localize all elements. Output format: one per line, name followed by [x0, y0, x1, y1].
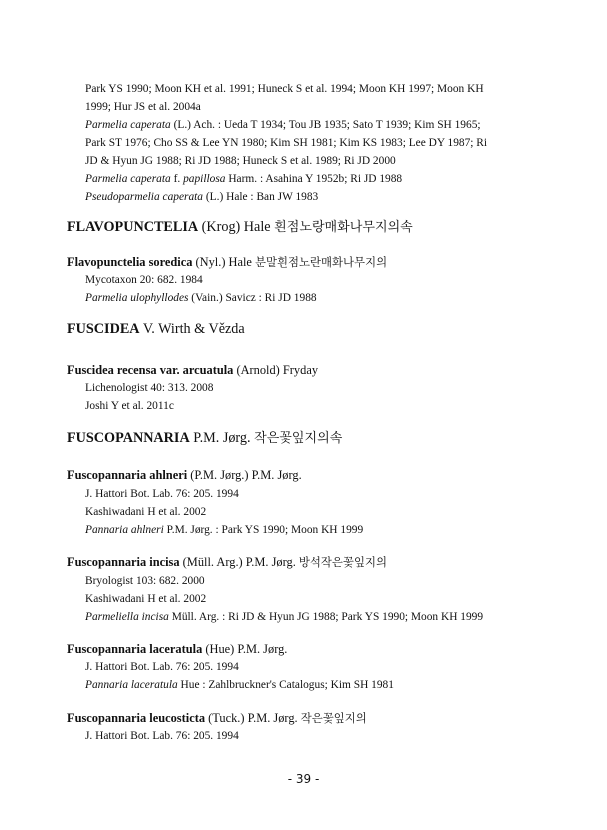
- text-segment: J. Hattori Bot. Lab. 76: 205. 1994: [85, 488, 239, 500]
- taxon-name: FLAVOPUNCTELIA: [67, 219, 199, 235]
- reference-line: [85, 590, 537, 608]
- korean-name: 작은꽃잎지의속: [254, 431, 343, 446]
- text-segment: f.: [170, 173, 184, 185]
- page-number: - 39 -: [287, 772, 320, 786]
- text-segment: [67, 555, 180, 569]
- genus-heading: [67, 428, 547, 449]
- text-segment: (Arnold) Fryday: [233, 363, 319, 377]
- taxon-name: FUSCIDEA: [67, 321, 140, 337]
- reference-line: [85, 658, 537, 676]
- reference-line: [85, 676, 537, 694]
- reference-line: [85, 608, 537, 626]
- text-segment: [67, 363, 233, 377]
- text-segment: Harm. : Asahina Y 1952b; Ri JD 1988: [225, 173, 403, 185]
- text-segment: [67, 255, 192, 269]
- korean-name: 작은꽃잎지의: [300, 711, 367, 725]
- reference-line: [85, 134, 537, 152]
- reference-line: [85, 152, 537, 170]
- synonym-name: Parmeliella incisa: [85, 611, 169, 623]
- taxon-name: Fuscopannaria incisa: [67, 555, 180, 569]
- taxon-name: Flavopunctelia soredica: [67, 255, 193, 269]
- taxon-name: Fuscopannaria laceratula: [67, 642, 203, 656]
- text-segment: Kashiwadani H et al. 2002: [85, 506, 207, 518]
- text-segment: [67, 219, 198, 235]
- text-segment: [67, 430, 190, 446]
- reference-line: [85, 503, 537, 521]
- korean-name: 분말흰점노란매화나무지의: [255, 255, 388, 269]
- reference-line: [85, 271, 537, 289]
- text-segment: [67, 711, 205, 725]
- reference-line: [85, 289, 537, 307]
- text-segment: Mycotaxon 20: 682. 1984: [85, 274, 203, 286]
- genus-heading: [67, 217, 547, 238]
- reference-line: [85, 521, 537, 539]
- synonym-name: Parmelia caperata: [85, 173, 171, 185]
- species-heading: [67, 640, 547, 658]
- text-segment: Park ST 1976; Cho SS & Lee YN 1980; Kim SH 1981; Kim KS 1983; Lee DY 1987; Ri: [85, 137, 488, 149]
- synonym-name: Pannaria laceratula: [85, 679, 178, 691]
- text-segment: J. Hattori Bot. Lab. 76: 205. 1994: [85, 661, 239, 673]
- korean-name: 흰점노랑매화나무지의속: [274, 220, 413, 235]
- text-segment: Lichenologist 40: 313. 2008: [85, 382, 214, 394]
- text-segment: P.M. Jørg.: [189, 430, 255, 446]
- text-segment: P.M. Jørg. : Park YS 1990; Moon KH 1999: [163, 524, 364, 536]
- text-segment: (P.M. Jørg.) P.M. Jørg.: [187, 468, 302, 482]
- taxon-name: Fuscidea recensa var. arcuatula: [67, 363, 234, 377]
- text-segment: Joshi Y et al. 2011c: [85, 400, 174, 412]
- reference-line: [85, 727, 537, 745]
- text-segment: (L.) Ach. : Ueda T 1934; Tou JB 1935; Sato T 1939; Kim SH 1965;: [170, 119, 481, 131]
- text-segment: Kashiwadani H et al. 2002: [85, 593, 207, 605]
- species-heading: [67, 553, 547, 571]
- reference-line: [85, 188, 537, 206]
- reference-line: [85, 80, 537, 98]
- text-segment: (Vain.) Savicz : Ri JD 1988: [188, 292, 317, 304]
- text-segment: JD & Hyun JG 1988; Ri JD 1988; Huneck S et al. 1989; Ri JD 2000: [85, 155, 396, 167]
- text-segment: J. Hattori Bot. Lab. 76: 205. 1994: [85, 730, 239, 742]
- text-segment: (L.) Hale : Ban JW 1983: [203, 191, 319, 203]
- reference-line: [85, 485, 537, 503]
- species-heading: [67, 466, 547, 484]
- text-segment: [67, 642, 202, 656]
- synonym-name: Pannaria ahlneri: [85, 524, 164, 536]
- text-segment: 1999; Hur JS et al. 2004a: [85, 101, 201, 113]
- taxon-name: Fuscopannaria leucosticta: [67, 711, 206, 725]
- synonym-name: Pseudoparmelia caperata: [85, 191, 203, 203]
- text-segment: (Hue) P.M. Jørg.: [202, 642, 288, 656]
- species-heading: [67, 709, 547, 727]
- korean-name: 방석작은꽃잎지의: [298, 555, 387, 569]
- text-segment: (Tuck.) P.M. Jørg.: [205, 711, 301, 725]
- text-segment: (Krog) Hale: [198, 219, 275, 235]
- reference-line: [85, 116, 537, 134]
- taxon-name: Fuscopannaria ahlneri: [67, 468, 188, 482]
- synonym-name: Parmelia caperata: [85, 119, 171, 131]
- text-segment: (Müll. Arg.) P.M. Jørg.: [179, 555, 299, 569]
- reference-line: [85, 170, 537, 188]
- text-segment: Müll. Arg. : Ri JD & Hyun JG 1988; Park YS 1990; Moon KH 1999: [168, 611, 484, 623]
- text-segment: (Nyl.) Hale: [192, 255, 256, 269]
- text-segment: V. Wirth & Vězda: [139, 321, 245, 337]
- text-segment: [67, 468, 187, 482]
- species-heading: [67, 361, 547, 379]
- species-heading: [67, 253, 547, 271]
- synonym-name: papillosa: [183, 173, 226, 185]
- genus-heading: [67, 319, 547, 339]
- text-segment: Hue : Zahlbruckner's Catalogus; Kim SH 1981: [177, 679, 394, 691]
- text-segment: Park YS 1990; Moon KH et al. 1991; Huneck S et al. 1994; Moon KH 1997; Moon KH: [85, 83, 484, 95]
- taxon-name: FUSCOPANNARIA: [67, 430, 190, 446]
- reference-line: [85, 379, 537, 397]
- reference-line: [85, 98, 537, 116]
- text-segment: Bryologist 103: 682. 2000: [85, 575, 205, 587]
- reference-line: [85, 397, 537, 415]
- reference-line: [85, 572, 537, 590]
- synonym-name: Parmelia ulophyllodes: [85, 292, 189, 304]
- text-segment: [67, 321, 140, 337]
